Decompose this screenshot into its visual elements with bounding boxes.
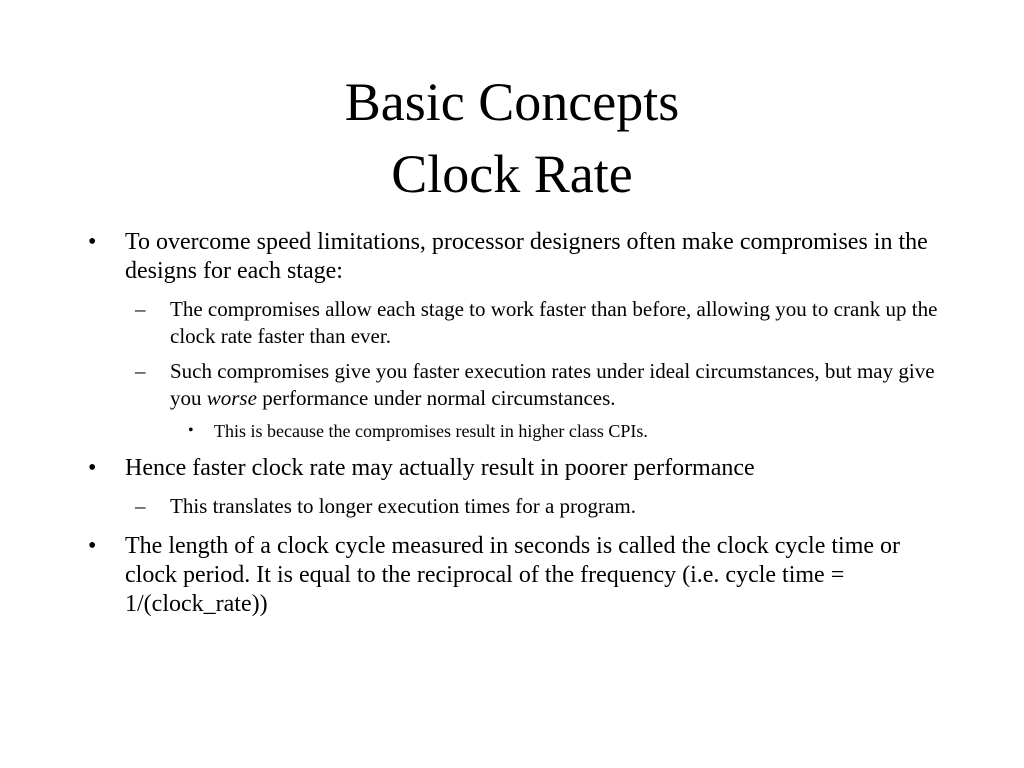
slide-body [88,228,948,629]
sub-sub-bullet-text: This is because the compromises result in higher class CPIs. [214,421,648,441]
sub-bullet-text: This translates to longer execution times for a program. [170,494,636,518]
dash-marker: – [135,359,146,383]
bullet-marker: • [188,422,194,439]
sub-bullet-item [88,493,948,520]
title-line-1: Basic Concepts [344,72,680,132]
bullet-item [88,532,948,619]
bullet-text: The length of a clock cycle measured in seconds is called the clock cycle time or clock period. It is equal to the reciprocal of the frequency (i.e. cycle time = 1/(clock_rate)) [125,533,901,617]
bullet-text: To overcome speed limitations, processor designers often make compromises in the designs for each stage: [125,229,928,284]
bullet-marker: • [88,533,97,559]
bullet-item [88,228,948,286]
dash-marker: – [135,494,146,518]
sub-bullet-item [88,296,948,350]
sub-sub-bullet-item [88,420,948,442]
bullet-marker: • [88,229,97,255]
bullet-marker: • [88,455,97,481]
dash-marker: – [135,297,146,321]
sub-bullet-item [88,358,948,412]
slide-title [0,66,1024,210]
title-line-2: Clock Rate [391,144,633,204]
bullet-item [88,454,948,483]
sub-bullet-emphasis: worse [206,386,257,410]
sub-bullet-text: The compromises allow each stage to work faster than before, allowing you to crank up the clock rate faster than ever. [170,297,938,348]
bullet-text: Hence faster clock rate may actually result in poorer performance [125,455,755,481]
sub-bullet-text-after: performance under normal circumstances. [256,386,616,410]
sub-bullet-text-before: Such compromises give you faster execution rates under ideal circumstances, but may give you [170,359,935,410]
